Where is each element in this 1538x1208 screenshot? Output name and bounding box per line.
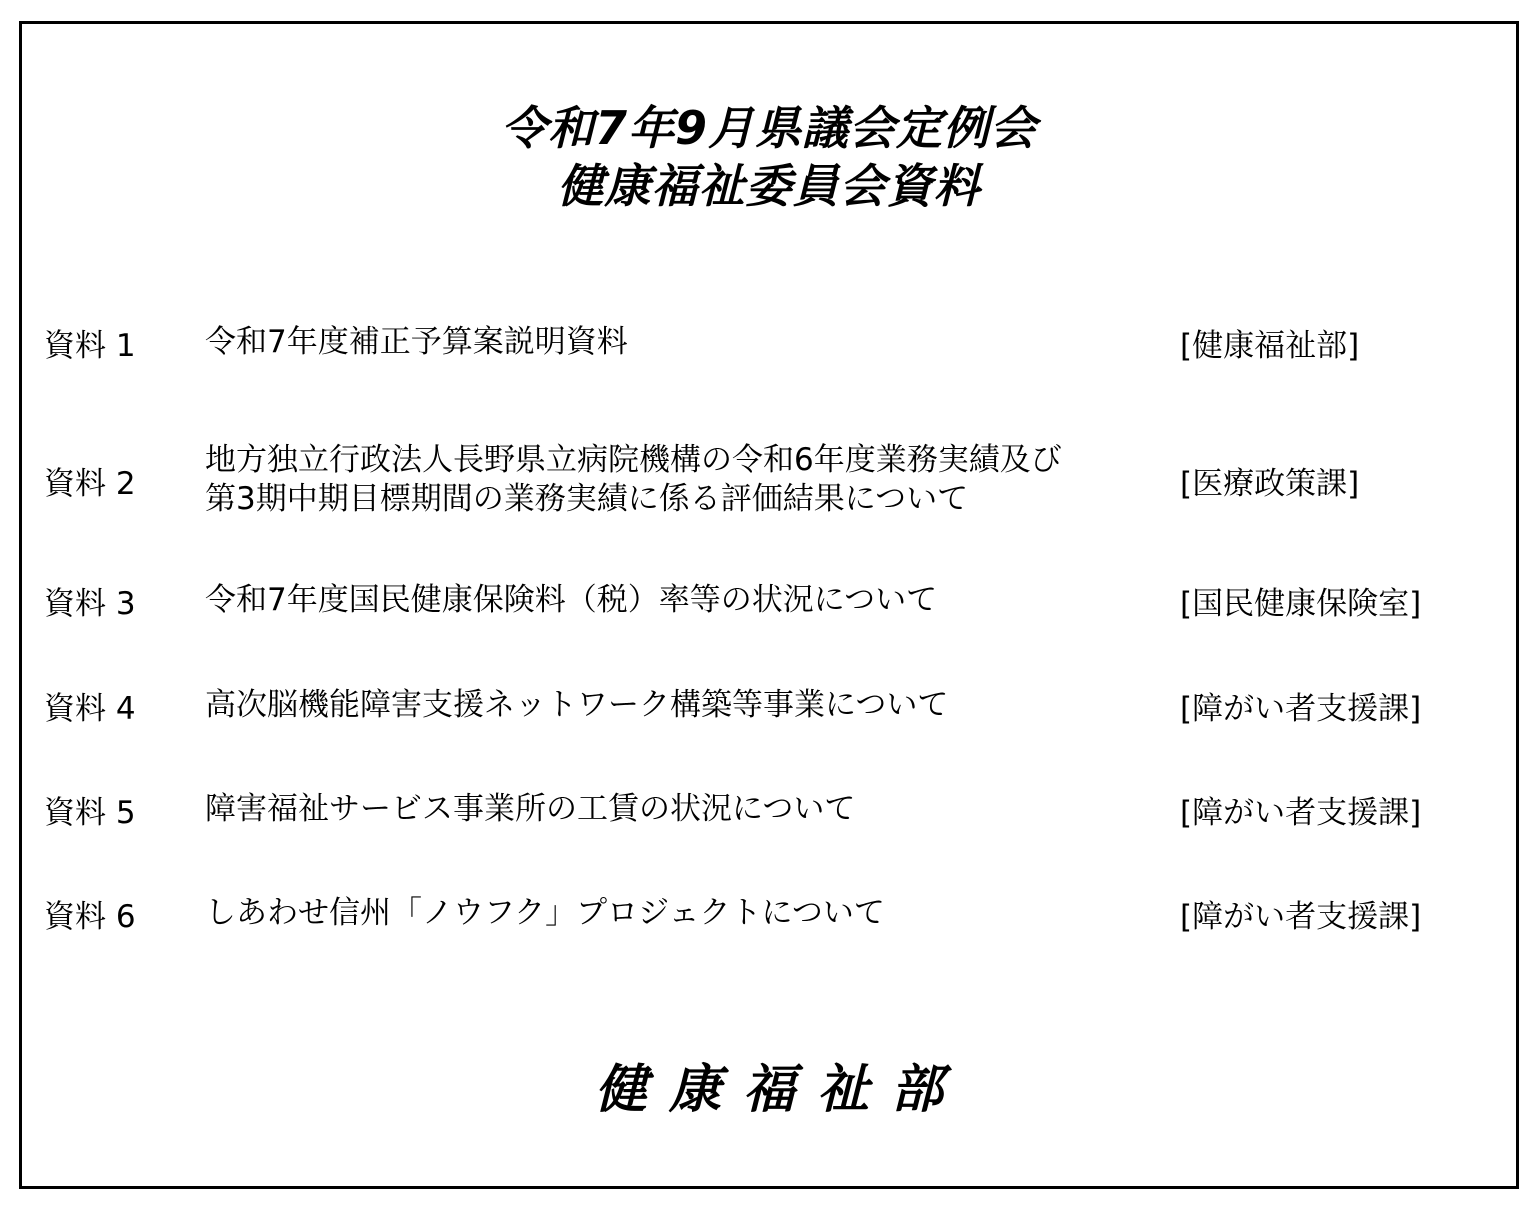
- item-label: 資料 1: [44, 327, 136, 364]
- item-department: [健康福祉部]: [1180, 327, 1360, 364]
- list-item: [0, 312, 1538, 372]
- department-footer: 健康福祉部: [594, 1060, 965, 1120]
- document-title-line2: 健康福祉委員会資料: [557, 159, 981, 213]
- list-item: [0, 570, 1538, 630]
- document-title-line1: 令和7年9月県議会定例会: [500, 101, 1037, 155]
- item-description-line: 第3期中期目標期間の業務実績に係る評価結果について: [205, 481, 969, 517]
- item-description-line: 高次脳機能障害支援ネットワーク構築等事業について: [205, 686, 949, 723]
- list-item: [0, 675, 1538, 735]
- item-description-line: 地方独立行政法人長野県立病院機構の令和6年度業務実績及び: [205, 442, 1062, 478]
- item-department: [国民健康保険室]: [1180, 585, 1422, 622]
- item-description-line: しあわせ信州「ノウフク」プロジェクトについて: [205, 894, 885, 931]
- item-description-line: 令和7年度補正予算案説明資料: [205, 323, 628, 360]
- list-item: [0, 779, 1538, 839]
- item-description: [205, 570, 1165, 630]
- item-description-line: 障害福祉サービス事業所の工賃の状況について: [205, 790, 856, 827]
- item-label: 資料 6: [44, 898, 136, 935]
- item-label: 資料 4: [44, 690, 136, 727]
- item-description: [205, 675, 1165, 735]
- item-description: [205, 440, 1165, 520]
- item-label: 資料 2: [44, 465, 136, 502]
- item-department: [障がい者支援課]: [1180, 898, 1422, 935]
- item-description: [205, 312, 1165, 372]
- item-description: [205, 779, 1165, 839]
- item-department: [医療政策課]: [1180, 465, 1360, 502]
- item-department: [障がい者支援課]: [1180, 690, 1422, 727]
- list-item: [0, 440, 1538, 520]
- item-label: 資料 5: [44, 794, 136, 831]
- item-description: [205, 883, 1165, 943]
- item-label: 資料 3: [44, 585, 136, 622]
- item-description-line: 令和7年度国民健康保険料（税）率等の状況について: [205, 581, 938, 618]
- item-department: [障がい者支援課]: [1180, 794, 1422, 831]
- list-item: [0, 883, 1538, 943]
